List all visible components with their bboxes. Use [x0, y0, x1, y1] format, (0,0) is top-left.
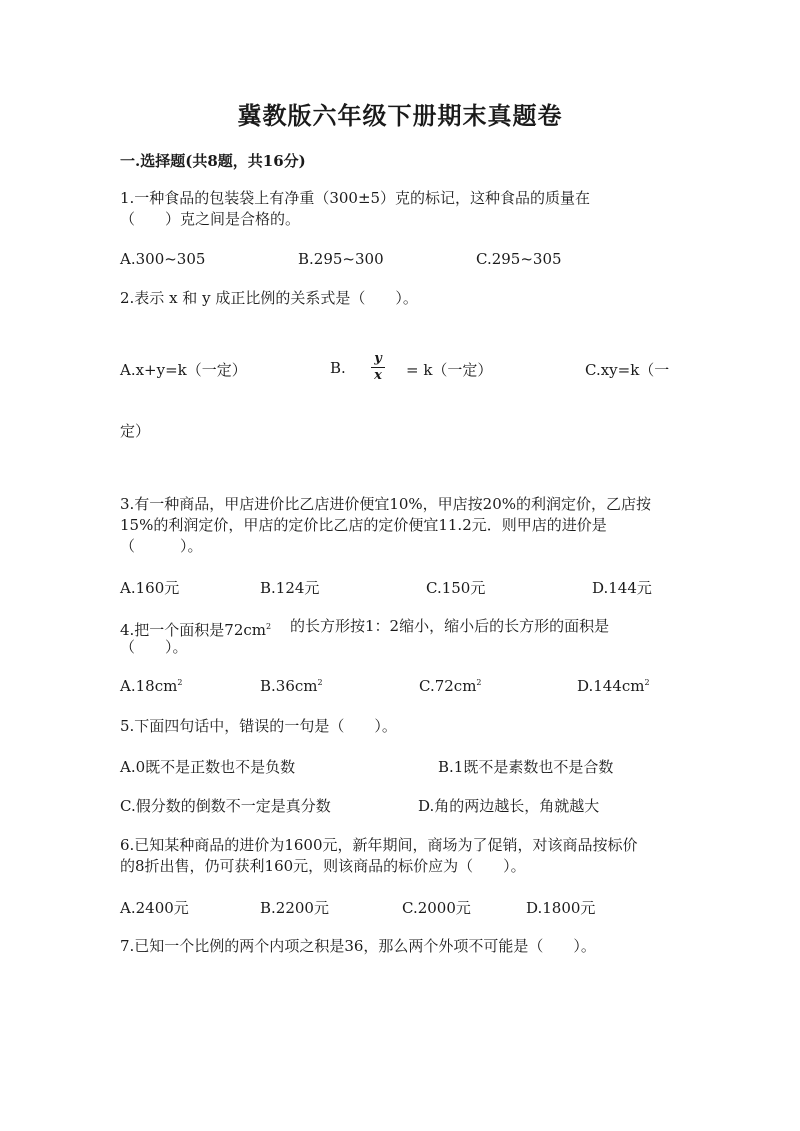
question-4-option-d	[577, 677, 650, 695]
section-heading: 一.选择题(共8题，共16分)	[120, 152, 306, 170]
question-3-option-d: D.144元	[592, 579, 652, 597]
question-5-option-b: B.1既不是素数也不是合数	[438, 758, 614, 776]
question-3-line-3: （ ）。	[120, 537, 203, 555]
question-1-option-a: A.300~305	[120, 250, 206, 268]
fraction-y-over-x	[371, 352, 385, 383]
question-4-option-c-text: C.72cm	[419, 677, 477, 695]
question-2-line-1: 2.表示 x 和 y 成正比例的关系式是（ ）。	[120, 289, 418, 307]
question-6-line-2: 的8折出售，仍可获利160元，则该商品的标价应为（ ）。	[120, 857, 526, 875]
question-4-option-b	[260, 677, 323, 695]
question-3-option-c: C.150元	[426, 579, 486, 597]
question-3-option-b: B.124元	[260, 579, 320, 597]
question-4-option-c	[419, 677, 482, 695]
question-1-line-1: 1.一种食品的包装袋上有净重（300±5）克的标记，这种食品的质量在	[120, 189, 591, 207]
question-6-option-b: B.2200元	[260, 899, 329, 917]
question-7-line-1: 7.已知一个比例的两个内项之积是36，那么两个外项不可能是（ ）。	[120, 937, 596, 955]
question-6-option-d: D.1800元	[526, 899, 596, 917]
question-1-option-b: B.295~300	[298, 250, 384, 268]
question-3-option-a: A.160元	[120, 579, 180, 597]
question-6-line-1: 6.已知某种商品的进价为1600元，新年期间，商场为了促销，对该商品按标价	[120, 836, 638, 854]
question-5-option-a: A.0既不是正数也不是负数	[120, 758, 296, 776]
question-2-option-a: A.x+y=k（一定）	[120, 361, 247, 379]
question-3-line-1: 3.有一种商品，甲店进价比乙店进价便宜10%，甲店按20%的利润定价，乙店按	[120, 495, 651, 513]
page-title: 冀教版六年级下册期末真题卷	[237, 101, 563, 130]
question-5-option-d: D.角的两边越长，角就越大	[418, 797, 600, 815]
question-6-option-a: A.2400元	[120, 899, 189, 917]
unit-superscript: 2	[644, 678, 650, 687]
question-5-line-1: 5.下面四句话中，错误的一句是（ ）。	[120, 717, 397, 735]
question-4-option-a-text: A.18cm	[120, 677, 178, 695]
unit-superscript: 2	[266, 622, 272, 631]
unit-superscript: 2	[317, 678, 323, 687]
fraction-denominator: x	[374, 368, 382, 383]
question-2-option-c-wrap: 定）	[120, 422, 151, 440]
question-2-option-c: C.xy=k（一	[585, 361, 670, 379]
question-4-line-1-rest: 的长方形按1：2缩小，缩小后的长方形的面积是	[290, 617, 610, 635]
question-2-option-b: B.	[330, 359, 346, 377]
unit-superscript: 2	[476, 678, 482, 687]
question-1-option-c: C.295~305	[476, 250, 562, 268]
question-1-line-2: （ ）克之间是合格的。	[120, 210, 301, 228]
question-4-line-1-a: 4.把一个面积是72cm	[120, 621, 267, 639]
question-3-line-2: 15%的利润定价，甲店的定价比乙店的定价便宜11.2元．则甲店的进价是	[120, 516, 607, 534]
question-4-option-b-text: B.36cm	[260, 677, 318, 695]
question-5-option-c: C.假分数的倒数不一定是真分数	[120, 797, 331, 815]
question-6-option-c: C.2000元	[402, 899, 471, 917]
question-4-line-2: （ ）。	[120, 638, 188, 656]
unit-superscript: 2	[177, 678, 183, 687]
fraction-numerator: y	[374, 351, 382, 366]
question-2-option-b-text: = k（一定）	[406, 361, 493, 379]
question-4-option-d-text: D.144cm	[577, 677, 645, 695]
question-4-option-a	[120, 677, 182, 695]
